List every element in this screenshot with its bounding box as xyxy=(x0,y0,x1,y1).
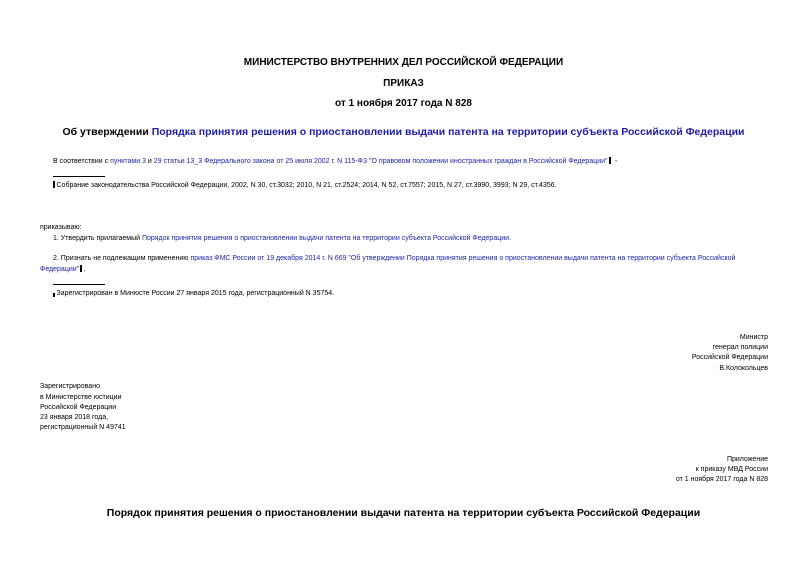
footnote-marker-icon xyxy=(53,181,55,188)
registration-line-2: в Министерстве юстиции xyxy=(40,394,122,401)
doc-date-heading: от 1 ноября 2017 года N 828 xyxy=(335,98,472,109)
order-item-1 xyxy=(53,235,511,242)
order-item-2 xyxy=(53,255,735,262)
item-2-fms-order-link[interactable]: приказ ФМС России от 19 декабря 2014 г. N 669 "Об утверждении Порядка принятия решения о приостановлении выдачи патента на территории субъекта Российской xyxy=(190,255,736,262)
footnote-2-text: Зарегистрирован в Минюсте России 27 января 2015 года, регистрационный N 35754. xyxy=(56,290,335,297)
footnote-marker-icon xyxy=(53,293,55,297)
intro-paragraph xyxy=(53,157,617,165)
title-procedure-link[interactable]: Порядка принятия решения о приостановлении выдачи патента на территории субъекта Российской Федерации xyxy=(151,126,745,138)
signature-title: Министр xyxy=(739,334,768,341)
signature-rank: генерал полиции xyxy=(712,344,768,351)
registration-date: 23 января 2018 года, xyxy=(40,414,109,421)
title-prefix: Об утверждении xyxy=(62,126,152,138)
intro-text-1: В соответствии с xyxy=(53,158,111,165)
signature-name: В.Колокольцев xyxy=(719,365,768,372)
footnote-marker-icon[interactable] xyxy=(80,265,82,272)
footnote-divider xyxy=(53,284,105,285)
ministry-heading: МИНИСТЕРСТВО ВНУТРЕННИХ ДЕЛ РОССИЙСКОЙ ФЕДЕРАЦИИ xyxy=(243,57,564,68)
appendix-order-date: от 1 ноября 2017 года N 828 xyxy=(675,476,768,483)
intro-text-2: и xyxy=(145,158,154,165)
item-2-text: 2. Признать не подлежащим применению xyxy=(53,255,191,262)
signature-country: Российской Федерации xyxy=(691,354,768,361)
item-1-end: . xyxy=(509,235,512,242)
registration-number: регистрационный N 49741 xyxy=(40,424,126,431)
doc-type-heading: ПРИКАЗ xyxy=(383,78,424,89)
intro-link-points[interactable]: пунктами 3 xyxy=(110,158,146,165)
intro-text-3: - xyxy=(612,158,618,165)
item-2-fms-order-link-end[interactable]: Федерации" xyxy=(40,266,80,273)
footnote-1-text: Собрание законодательства Российской Федерации, 2002, N 30, ст.3032; 2010, N 21, ст.2524; 2014, N 52, ст.7557; 2015, N 27, ст.3990, 3993; N 29, ст.4356. xyxy=(56,182,557,189)
registration-line-3: Российской Федерации xyxy=(40,404,117,411)
registration-line-1: Зарегистрировано xyxy=(40,383,100,390)
appendix-order-ref: к приказу МВД России xyxy=(695,466,768,473)
footnote-divider xyxy=(53,176,105,177)
document-title xyxy=(0,126,807,138)
footnote-marker-icon[interactable] xyxy=(609,157,611,164)
footnote-1 xyxy=(53,181,557,189)
order-item-2-continued xyxy=(40,265,86,273)
appendix-label: Приложение xyxy=(726,456,768,463)
item-2-end: . xyxy=(83,266,86,273)
item-1-procedure-link[interactable]: Порядок принятия решения о приостановлении выдачи патента на территории субъекта Российской Федерации xyxy=(141,235,510,242)
footnote-2 xyxy=(53,290,334,297)
item-1-text: 1. Утвердить прилагаемый xyxy=(53,235,142,242)
order-word: приказываю: xyxy=(40,224,82,231)
procedure-title: Порядок принятия решения о приостановлении выдачи патента на территории субъекта Российской Федерации xyxy=(106,507,701,519)
intro-link-law[interactable]: 29 статьи 13_3 Федерального закона от 25 июля 2002 г. N 115-ФЗ "О правовом положении иностранных граждан в Российской Федерации" xyxy=(153,158,608,165)
